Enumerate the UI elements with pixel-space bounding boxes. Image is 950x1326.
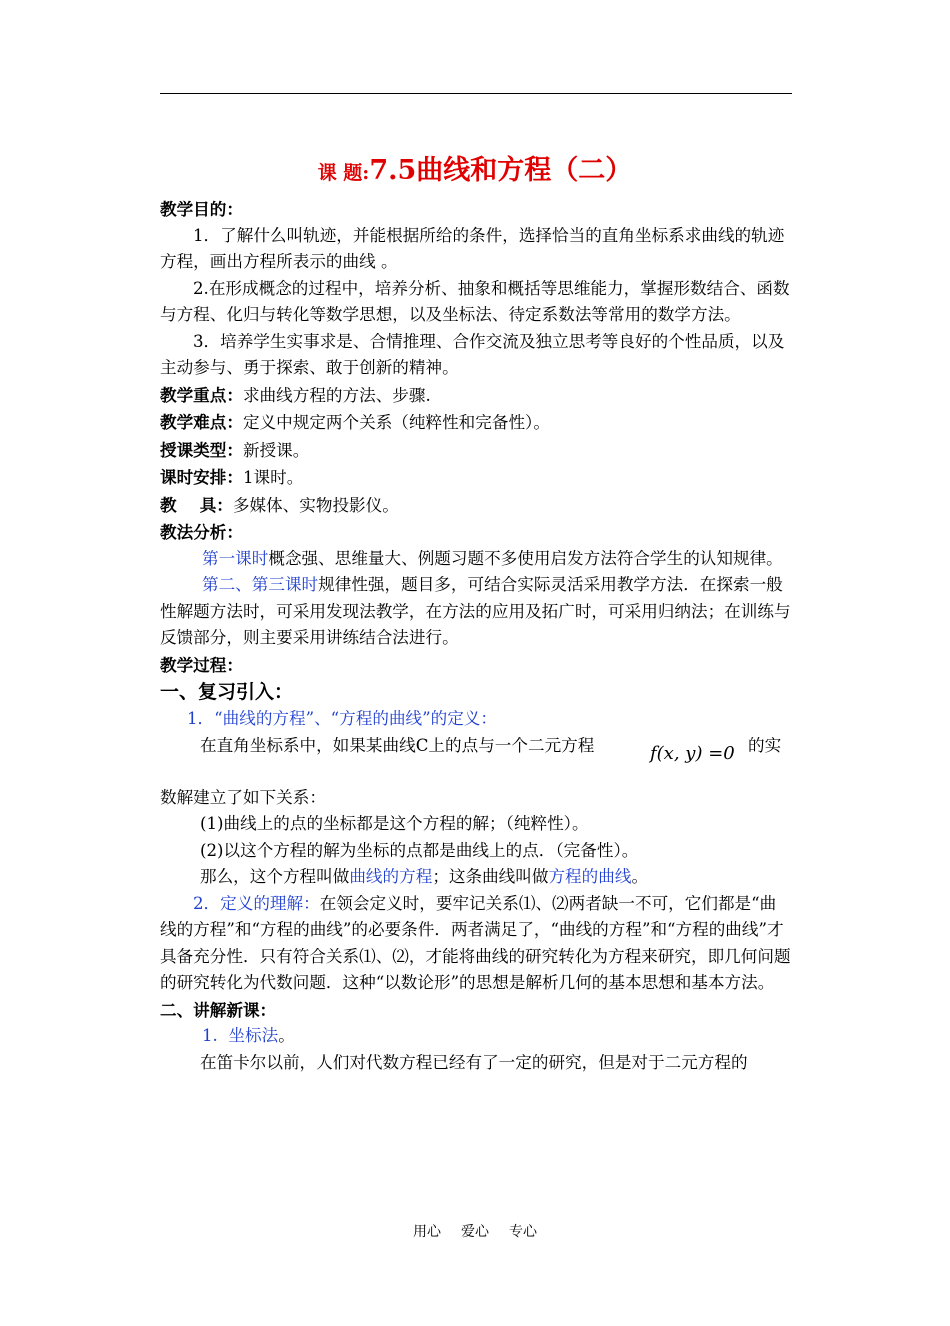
method-paragraph-1 bbox=[160, 546, 792, 573]
condition-2: (2)以这个方程的解为坐标的点都是曲线上的点．（完备性）。 bbox=[200, 840, 639, 860]
title-main: 7.5曲线和方程（二） bbox=[369, 155, 633, 186]
conclusion-text-a: 那么，这个方程叫做 bbox=[200, 867, 350, 886]
definition-intro-cont: 数解建立了如下关系： bbox=[160, 787, 326, 807]
coordinate-method-text: 在笛卡尔以前，人们对代数方程已经有了一定的研究，但是对于二元方程的 bbox=[200, 1052, 748, 1072]
objective-item: 2.在形成概念的过程中，培养分析、抽象和概括等思维能力，掌握形数结合、函数与方程、化归与转化等数学思想，以及坐标法、待定系数法等常用的数学方法。 bbox=[160, 278, 790, 324]
page-footer bbox=[0, 1221, 950, 1241]
tools bbox=[160, 492, 792, 520]
definition-heading: 1．“曲线的方程”、“方程的曲线”的定义： bbox=[187, 709, 497, 728]
method-highlight-2: 第二、第三课时 bbox=[202, 575, 319, 594]
method-heading: 教法分析： bbox=[160, 522, 243, 542]
footer-item: 专心 bbox=[509, 1224, 537, 1240]
tools-label: 教 具： bbox=[160, 494, 233, 515]
objective-item: 1．了解什么叫轨迹，并能根据所给的条件，选择恰当的直角坐标系求曲线的轨迹方程，画出方程所表示的曲线 。 bbox=[160, 225, 785, 271]
header-rule bbox=[160, 93, 792, 94]
understanding-text: 在领会定义时，要牢记关系⑴、⑵两者缺一不可，它们都是“曲线的方程”和“方程的曲线”的必要条件．两者满足了，“曲线的方程”和“方程的曲线”才具备充分性．只有符合关系⑴、⑵，才能将曲线的研究转化为方程来研究，即几何问题的研究转化为代数问题．这种“以数论形”的思想是解析几何的基本思想和基本方法。 bbox=[160, 893, 791, 992]
conclusion-text-e: 。 bbox=[631, 867, 649, 886]
footer-item: 用心 bbox=[413, 1224, 441, 1240]
key-points-label: 教学重点： bbox=[160, 384, 243, 405]
understanding-paragraph bbox=[160, 891, 792, 997]
lesson-type-text: 新授课。 bbox=[242, 440, 310, 460]
page-title bbox=[0, 148, 950, 187]
difficulties-text: 定义中规定两个关系（纯粹性和完备性）。 bbox=[242, 413, 550, 432]
lesson-type-label: 授课类型： bbox=[160, 439, 243, 460]
difficulties bbox=[160, 409, 792, 437]
definition-intro-line bbox=[160, 733, 792, 785]
method-text-2: 规律性强，题目多，可结合实际灵活采用教学方法．在探索一般性解题方法时，可采用发现法教学，在方法的应用及拓广时，可采用归纳法；在训练与反馈部分，则主要采用讲练结合法进行。 bbox=[160, 575, 791, 647]
schedule-text: 1课时。 bbox=[242, 468, 304, 487]
process-heading: 教学过程： bbox=[160, 654, 243, 675]
understanding-label: 2．定义的理解： bbox=[193, 893, 320, 913]
definition-conclusion bbox=[160, 864, 792, 891]
lesson-type bbox=[160, 437, 792, 465]
curve-equation-term: 曲线的方程 bbox=[349, 867, 433, 886]
review-heading: 一、复习引入： bbox=[160, 681, 294, 703]
coordinate-method-tail: 。 bbox=[278, 1026, 295, 1045]
method-text-1: 概念强、思维量大、例题习题不多使用启发方法符合学生的认知规律。 bbox=[268, 548, 783, 568]
document-body bbox=[160, 196, 792, 1076]
schedule-label: 课时安排： bbox=[160, 467, 243, 487]
coordinate-method-number: 1. bbox=[202, 1026, 218, 1045]
coordinate-method-heading bbox=[160, 1023, 792, 1050]
conclusion-text-c: ；这条曲线叫做 bbox=[432, 867, 549, 886]
method-highlight-1: 第一课时 bbox=[202, 548, 269, 568]
method-paragraph-2 bbox=[160, 572, 792, 652]
equation-curve-term: 方程的曲线 bbox=[548, 867, 632, 886]
difficulties-label: 教学难点： bbox=[160, 412, 243, 432]
key-points bbox=[160, 382, 792, 410]
key-points-text: 求曲线方程的方法、步骤. bbox=[242, 385, 431, 405]
schedule bbox=[160, 464, 792, 492]
coordinate-method-label: 坐标法 bbox=[228, 1026, 279, 1045]
objective-item: 3．培养学生实事求是、合情推理、合作交流及独立思考等良好的个性品质，以及主动参与、勇于探索、敢于创新的精神。 bbox=[160, 331, 785, 377]
definition-intro: 在直角坐标系中，如果某曲线C上的点与一个二元方程 bbox=[200, 735, 595, 755]
objectives-heading: 教学目的： bbox=[160, 199, 243, 219]
new-lesson-heading: 二、讲解新课： bbox=[160, 999, 277, 1020]
tools-text: 多媒体、实物投影仪。 bbox=[232, 495, 399, 515]
definition-intro-tail: 的实 bbox=[748, 735, 782, 755]
footer-item: 爱心 bbox=[461, 1224, 489, 1240]
formula: f(x, y) =0 bbox=[650, 742, 735, 764]
title-label: 课 题: bbox=[317, 162, 370, 184]
condition-1: (1)曲线上的点的坐标都是这个方程的解；（纯粹性）。 bbox=[200, 814, 589, 833]
